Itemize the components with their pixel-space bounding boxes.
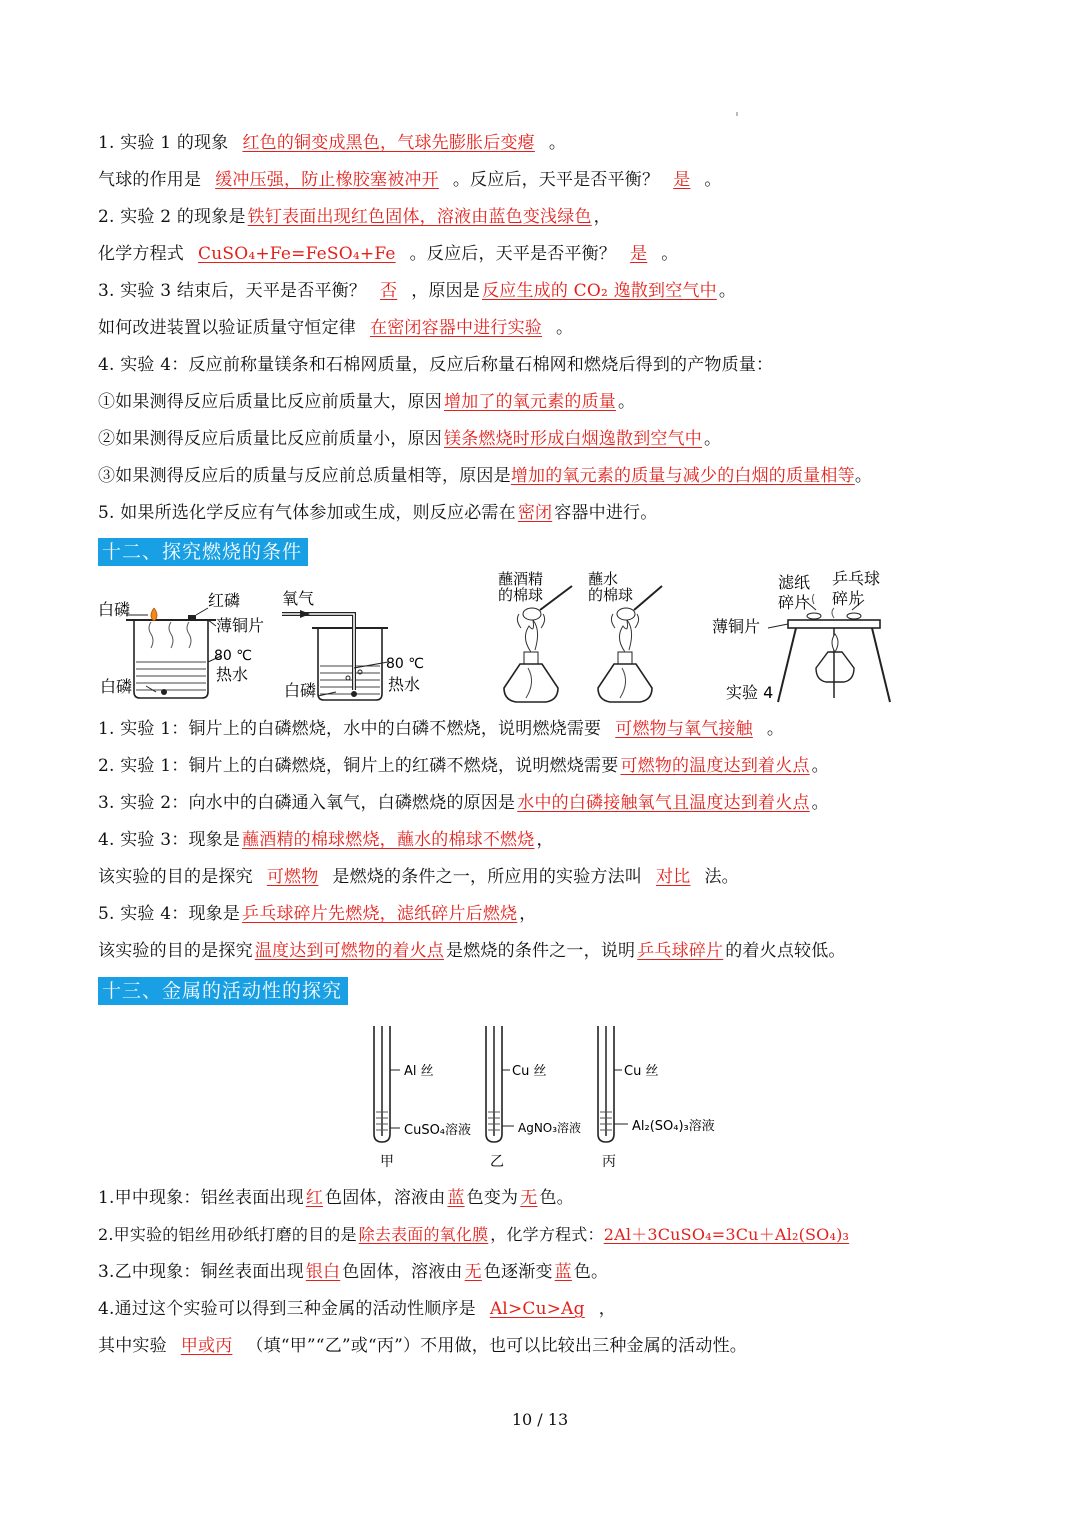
answer-blank[interactable]: 甲或丙 <box>180 1336 233 1356</box>
answer-blank[interactable]: 水中的白磷接触氧气且温度达到着火点 <box>517 793 810 813</box>
test-tube-bing <box>598 1026 628 1142</box>
label-ping-pang-2: 碎片 <box>832 589 865 608</box>
answer-blank[interactable]: 温度达到可燃物的着火点 <box>254 941 445 961</box>
answer-blank[interactable]: 可燃物的温度达到着火点 <box>620 756 810 776</box>
s11-q4b: ②如果测得反应后质量比反应前质量小，原因 镁条燃烧时形成白烟逸散到空气中 。 <box>98 429 722 449</box>
label-wire-3: Cu 丝 <box>624 1064 659 1079</box>
label-bai-lin-3: 白磷 <box>284 681 317 700</box>
label-hong-lin: 红磷 <box>208 591 241 610</box>
s13-q1: 1.甲中现象：铝丝表面出现 红 色固体，溶液由 蓝 色变为 无 色。 <box>98 1188 574 1208</box>
answer-blank[interactable]: 可燃物与氧气接触 <box>615 719 753 739</box>
answer-blank[interactable]: 是 <box>673 170 691 190</box>
test-tube-jia <box>374 1026 400 1142</box>
label-zhan-jiu-jing-2: 的棉球 <box>498 586 544 604</box>
label-sol-1: CuSO₄溶液 <box>404 1123 472 1138</box>
answer-blank[interactable]: 蓝 <box>447 1188 465 1208</box>
s11-q4a: ①如果测得反应后质量比反应前质量大，原因 增加了的氧元素的质量 。 <box>98 392 636 412</box>
answer-blank[interactable]: 蘸酒精的棉球燃烧，蘸水的棉球不燃烧 <box>242 830 535 850</box>
label-temp: 80 ℃ <box>214 648 252 664</box>
answer-blank[interactable]: 密闭 <box>517 503 553 523</box>
label-temp-2: 80 ℃ <box>386 656 424 672</box>
answer-blank[interactable]: 乒乓球碎片 <box>637 941 724 961</box>
label-bao-tong-pian-2: 薄铜片 <box>712 617 761 636</box>
label-ping-pang-1: 乒乓球 <box>832 569 881 588</box>
answer-blank[interactable]: 蓝 <box>554 1262 572 1282</box>
label-sol-2: AgNO₃溶液 <box>518 1121 582 1135</box>
answer-blank[interactable]: 乒乓球碎片先燃烧，滤纸碎片后燃烧 <box>242 904 518 924</box>
answer-blank[interactable]: 否 <box>380 281 398 301</box>
answer-blank[interactable]: 无 <box>520 1188 538 1208</box>
s12-q4: 4. 实验 3：现象是 蘸酒精的棉球燃烧，蘸水的棉球不燃烧 ， <box>98 830 554 850</box>
s13-q4b: 其中实验 甲或丙 （填“甲”“乙”或“丙”）不用做，也可以比较出三种金属的活动性。 <box>98 1336 747 1356</box>
s12-q3: 3. 实验 2：向水中的白磷通入氧气，白磷燃烧的原因是 水中的白磷接触氧气且温度达到着火点 。 <box>98 793 829 813</box>
label-bao-tong-pian: 薄铜片 <box>216 616 265 635</box>
label-bai-lin-2: 白磷 <box>100 677 133 696</box>
s12-q4b: 该实验的目的是探究 可燃物 是燃烧的条件之一，所应用的实验方法叫 对比 法。 <box>98 867 739 887</box>
page-number: 10 / 13 <box>511 1410 569 1429</box>
section-13-title: 十三、金属的活动性的探究 <box>98 977 348 1005</box>
s11-q2b: 化学方程式 CuSO₄+Fe=FeSO₄+Fe 。反应后，天平是否平衡？ 是 。 <box>98 244 679 264</box>
combustion-experiments-figure <box>96 568 896 710</box>
s11-q3b: 如何改进装置以验证质量守恒定律 在密闭容器中进行实验 。 <box>98 318 574 338</box>
answer-blank[interactable]: 在密闭容器中进行实验 <box>370 318 542 338</box>
label-wire-1: Al 丝 <box>404 1064 434 1079</box>
label-lv-zhi-2: 碎片 <box>778 593 811 612</box>
label-lv-zhi-1: 滤纸 <box>778 573 811 592</box>
section-12-title: 十二、探究燃烧的条件 <box>98 538 308 566</box>
answer-blank[interactable]: 增加的氧元素的质量与减少的白烟的质量相等 <box>510 466 855 486</box>
label-bai-lin: 白磷 <box>98 600 131 619</box>
answer-blank[interactable]: 银白 <box>305 1262 341 1282</box>
answer-blank[interactable]: 缓冲压强，防止橡胶塞被冲开 <box>215 170 439 190</box>
s11-q1: 1. 实验 1 的现象 红色的铜变成黑色，气球先膨胀后变瘪 。 <box>98 133 567 153</box>
s11-q4c: ③如果测得反应后的质量与反应前总质量相等，原因是增加的氧元素的质量与减少的白烟的质量相等。 <box>98 466 873 486</box>
answer-blank[interactable]: 红 <box>305 1188 324 1208</box>
label-re-shui: 热水 <box>216 665 249 684</box>
s13-q3: 3.乙中现象：铜丝表面出现 银白 色固体，溶液由 无 色逐渐变 蓝 色。 <box>98 1262 609 1282</box>
s11-q4: 4. 实验 4：反应前称量镁条和石棉网质量，反应后称量石棉网和燃烧后得到的产物质量： <box>98 355 774 375</box>
experiment-1-beaker <box>126 608 221 698</box>
label-tag-yi: 乙 <box>490 1154 504 1170</box>
label-tag-bing: 丙 <box>602 1154 616 1170</box>
answer-blank[interactable]: 除去表面的氧化膜 <box>358 1225 489 1244</box>
s11-q3: 3. 实验 3 结束后，天平是否平衡？ 否 ，原因是 反应生成的 CO₂ 逸散到空气中 。 <box>98 281 737 301</box>
answer-blank[interactable]: 2Al＋3CuSO₄=3Cu＋Al₂(SO₄)₃ <box>603 1225 850 1244</box>
s13-q4: 4.通过这个实验可以得到三种金属的活动性顺序是 Al>Cu>Ag ， <box>98 1299 616 1319</box>
label-sol-3: Al₂(SO₄)₃溶液 <box>632 1119 715 1134</box>
s11-q1b: 气球的作用是 缓冲压强，防止橡胶塞被冲开 。反应后，天平是否平衡？ 是 。 <box>98 170 722 190</box>
s12-q1: 1. 实验 1：铜片上的白磷燃烧，水中的白磷不燃烧，说明燃烧需要 可燃物与氧气接触 。 <box>98 719 785 739</box>
label-tag-jia: 甲 <box>380 1154 394 1170</box>
label-yang-qi: 氧气 <box>282 589 315 608</box>
test-tube-yi <box>486 1026 514 1142</box>
label-zhan-shui-2: 的棉球 <box>588 586 634 604</box>
answer-blank[interactable]: 红色的铜变成黑色，气球先膨胀后变瘪 <box>242 133 535 153</box>
s11-q5: 5. 如果所选化学反应有气体参加或生成，则反应必需在 密闭 容器中进行。 <box>98 503 658 523</box>
label-zhan-jiu-jing-1: 蘸酒精 <box>498 570 544 588</box>
scan-mark <box>736 112 738 116</box>
answer-blank[interactable]: 反应生成的 CO₂ 逸散到空气中 <box>482 281 717 301</box>
answer-blank[interactable]: CuSO₄+Fe=FeSO₄+Fe <box>198 244 396 264</box>
answer-blank[interactable]: 是 <box>630 244 648 264</box>
answer-blank[interactable]: 增加了的氧元素的质量 <box>444 392 616 412</box>
label-re-shui-2: 热水 <box>388 675 421 694</box>
metal-activity-figure <box>370 1020 730 1172</box>
answer-blank[interactable]: 铁钉表面出现红色固体，溶液由蓝色变浅绿色 <box>247 207 592 227</box>
s12-q5b: 该实验的目的是探究 温度达到可燃物的着火点 是燃烧的条件之一，说明 乒乓球碎片 的着火点较低。 <box>98 941 846 961</box>
label-shi-yan-4: 实验 4 <box>726 683 774 702</box>
answer-blank[interactable]: 无 <box>464 1262 482 1282</box>
s11-q2: 2. 实验 2 的现象是 铁钉表面出现红色固体，溶液由蓝色变浅绿色 ， <box>98 207 611 227</box>
answer-blank[interactable]: 可燃物 <box>266 867 319 887</box>
answer-blank[interactable]: Al>Cu>Ag <box>489 1299 585 1319</box>
s13-q2: 2.甲实验的铝丝用砂纸打磨的目的是 除去表面的氧化膜 ，化学方程式：2Al＋3CuSO₄=3Cu＋Al₂(SO₄)₃ <box>98 1225 850 1244</box>
s12-q2: 2. 实验 1：铜片上的白磷燃烧，铜片上的红磷不燃烧，说明燃烧需要 可燃物的温度达到着火点 。 <box>98 756 829 776</box>
answer-blank[interactable]: 对比 <box>656 867 691 887</box>
label-wire-2: Cu 丝 <box>512 1064 547 1079</box>
s12-q5: 5. 实验 4：现象是 乒乓球碎片先燃烧，滤纸碎片后燃烧 ， <box>98 904 537 924</box>
answer-blank[interactable]: 镁条燃烧时形成白烟逸散到空气中 <box>444 429 702 449</box>
label-zhan-shui-1: 蘸水 <box>588 570 619 588</box>
